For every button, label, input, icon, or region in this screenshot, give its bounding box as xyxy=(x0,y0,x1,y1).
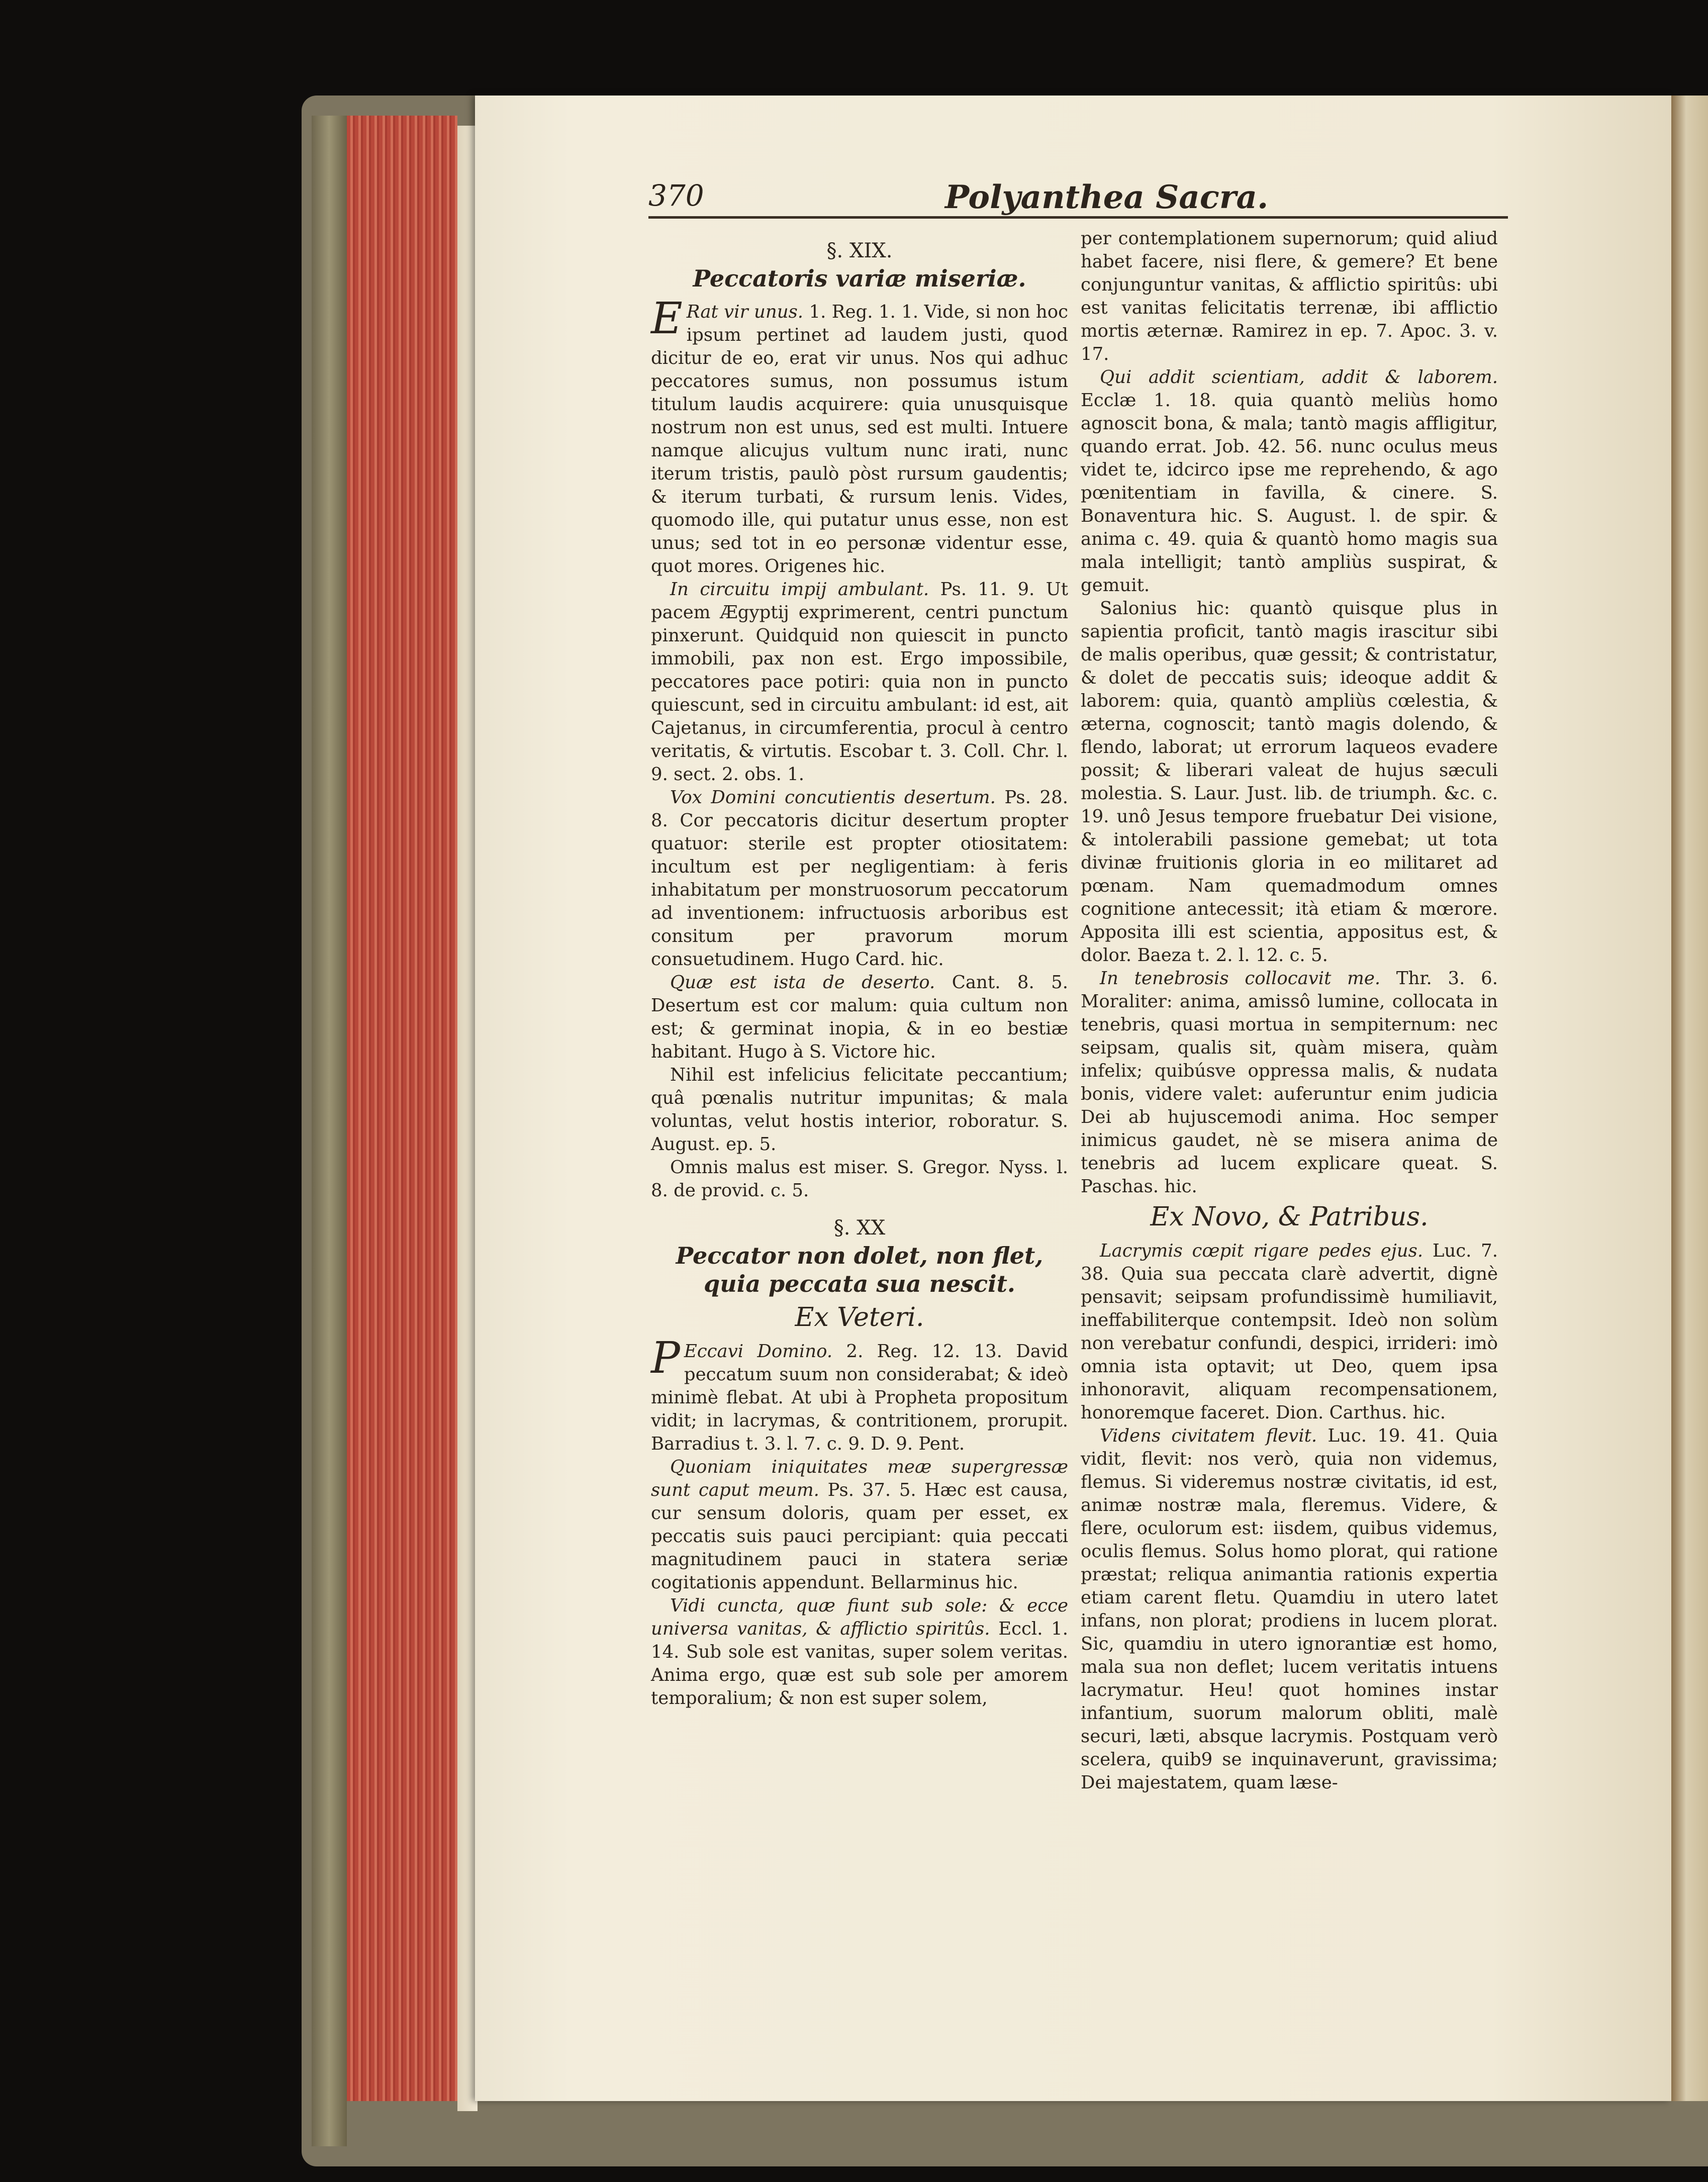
section-title: Peccator non dolet, non flet, quia peccata sua nescit. xyxy=(676,1242,1043,1297)
lemma: In circuitu impij ambulant. xyxy=(670,579,929,600)
subsection-title: Ex Novo, & Patribus. xyxy=(1150,1202,1429,1232)
paragraph xyxy=(651,578,1068,786)
lemma: Videns civitatem flevit. xyxy=(1100,1426,1317,1446)
paragraph xyxy=(1081,967,1498,1198)
paragraph xyxy=(1081,1240,1498,1425)
left-column xyxy=(651,236,1068,1710)
paragraph xyxy=(651,1456,1068,1594)
section-number: §. XIX. xyxy=(826,239,893,262)
paragraph: per contemplationem supernorum; quid aliud habet facere, nisi flere, & gemere? Et bene conjunguntur vanitas, & afflictio spiritûs: ubi est vanitas felicitatis terrenæ, ibi afflictio mortis æternæ. Ramirez in ep. 7. Apoc. 3. v. 17. xyxy=(1081,228,1498,364)
paragraph: Salonius hic: quantò quisque plus in sapientia proficit, tantò magis irascitur sibi de malis operibus, quæ gessit; & contristatur, & dolet de peccatis suis; ideoque addit & laborem: quia, quantò ampliùs cœlestia, & æterna, cognoscit; tantò magis dolendo, & flendo, laborat; ut errorum laqueos evadere possit; & liberari valeat de hujus sæculi molestia. S. Laur. Just. lib. de triumph. &c. c. 19. unô Jesus tempore fruebatur Dei visione, & intolerabili passione gemebat; ut tota divinæ fruitionis gloria in eo militaret ad pœnam. Nam quemadmodum omnes cognitione antecessit; ità etiam & mœrore. Apposita illi est scientia, appositus est, & dolor. Baeza t. 2. l. 12. c. 5. xyxy=(1081,598,1498,966)
paragraph-text: Luc. 19. 41. Quia vidit, flevit: nos verò, quia non videmus, flemus. Si videremus nostræ civitatis, id est, animæ nostræ mala, fleremus. Videre, & flere, oculorum est: iisdem, quibus videmus, oculis flemus. Solus homo plorat, qui ratione præstat; reliqua animantia rationis expertia etiam carent fletu. Quamdiu in utero latet infans, non plorat; prodiens in lucem plorat. Sic, quamdiu in utero ignorantiæ est homo, mala sua non deflet; lucem veritatis intuens lacrymatur. Heu! quot homines instar infantium, suorum malorum obliti, malè securi, læti, absque lacrymis. Postquam verò scelera, quib9 se inquinaverunt, gravissima; Dei majestatem, quam læse- xyxy=(1081,1426,1498,1793)
paragraph xyxy=(651,294,1069,578)
paragraph xyxy=(651,1594,1068,1710)
initial-letter: E xyxy=(651,294,683,344)
right-column xyxy=(1081,227,1498,1794)
red-page-edges xyxy=(347,116,457,2101)
paragraph-text: Ps. 37. 5. Hæc est causa, cur sensum doloris, quam per esset, ex peccatis suis pauci percipiant: quia peccati magnitudinem pauci in statera seriæ cogitationis appendunt. Bellarminus hic. xyxy=(651,1480,1068,1593)
facing-page-edge xyxy=(1671,96,1708,2101)
paragraph xyxy=(1081,1425,1498,1794)
lemma: Quoniam iniquitates meæ supergressæ sunt caput meum. xyxy=(651,1457,1068,1500)
paragraph-text: Luc. 7. 38. Quia sua peccata clarè advertit, dignè pensavit; seipsam profundissimè humiliavit, ineffabiliterque contempsit. Ideò non solùm non verebatur confundi, despici, irrideri: imò omnia ista optavit; ut Deo, quem ipsa inhonoravit, aliquam recompensationem, honoremque faceret. Dion. Carthus. hic. xyxy=(1081,1241,1498,1423)
initial-letter: P xyxy=(651,1333,680,1383)
book-spine xyxy=(312,116,347,2146)
header-rule xyxy=(648,216,1508,219)
paragraph-text: Thr. 3. 6. Moraliter: anima, amissô lumine, collocata in tenebris, quasi mortua in sempiternum: nec seipsam, qualis sit, quàm misera, quàm infelix; quibúsve oppressa malis, & nudata bonis, videre valet: auferuntur enim judicia Dei ab hujuscemodi anima. Hoc semper inimicus gaudet, nè se misera anima de tenebris ad lucem explicare queat. S. Paschas. hic. xyxy=(1081,968,1498,1197)
section-number: §. XX xyxy=(833,1216,886,1240)
paragraph xyxy=(651,786,1068,971)
lemma: Qui addit scientiam, addit & laborem. xyxy=(1100,367,1498,388)
paragraph: Omnis malus est miser. S. Gregor. Nyss. l. 8. de provid. c. 5. xyxy=(651,1157,1068,1201)
paragraph-text: Ecclæ 1. 18. quia quantò meliùs homo agnoscit bona, & mala; tantò magis affligitur, quando errat. Job. 42. 56. nunc oculus meus videt te, idcirco ipse me reprehendo, & ago pœnitentiam in favilla, & cinere. S. Bonaventura hic. S. August. l. de spir. & anima c. 49. quia & quantò homo magis sua mala intelligit; tantò ampliùs suspirat, & gemuit. xyxy=(1081,390,1498,596)
paragraph-text: 2. Reg. 12. 13. David peccatum suum non considerabat; & ideò minimè flebat. At ubi à Propheta propositum vidit; in lacrymas, & contritionem, prorupit. Barradius t. 3. l. 7. c. 9. D. 9. Pent. xyxy=(651,1341,1068,1454)
paragraph xyxy=(1081,366,1498,597)
lemma: Eccavi Domino. xyxy=(684,1341,833,1362)
paragraph-text: Ps. 28. 8. Cor peccatoris dicitur desertum propter quatuor: sterile est propter otiositatem: incultum est per negligentiam: à feris inhabitatum per monstruosorum peccatorum ad inventionem: infructuosis arboribus est consitum per pravorum morum consuetudinem. Hugo Card. hic. xyxy=(651,787,1068,970)
subsection-title: Ex Veteri. xyxy=(795,1302,924,1333)
paragraph xyxy=(651,1333,1068,1456)
paragraph xyxy=(651,971,1068,1064)
paragraph-text: 1. Reg. 1. 1. Vide, si non hoc ipsum pertinet ad laudem justi, quod dicitur de eo, erat vir unus. Nos qui adhuc peccatores sumus, non possumus istum titulum laudis acquirere: quia unusquisque nostrum non est unus, sed est multi. Intuere namque alicujus vultum nunc irati, nunc iterum tristis, paulò pòst rursum gaudentis; & iterum turbati, & rursum lenis. Vides, quomodo ille, qui putatur unus esse, non est unus; sed tot in eo personæ videntur esse, quot mores. Origenes hic. xyxy=(651,302,1069,577)
lemma: Lacrymis cœpit rigare pedes ejus. xyxy=(1100,1241,1424,1261)
lemma: Vidi cuncta, quæ fiunt sub sole: & ecce universa vanitas, & afflictio spiritûs. xyxy=(651,1595,1068,1639)
paragraph-text: Eccl. 1. 14. Sub sole est vanitas, super solem veritas. Anima ergo, quæ est sub sole per amorem temporalium; & non est super solem, xyxy=(651,1619,1068,1709)
page-stack xyxy=(457,126,478,2111)
paragraph-text: Ps. 11. 9. Ut pacem Ægyptij exprimerent, centri punctum pinxerunt. Quidquid non quiescit in puncto immobili, pax non est. Ergo impossibile, peccatores pace potiri: quia non in puncto quiescunt, sed in circuitu ambulant: id est, ait Cajetanus, in circumferentia, procul à centro veritatis, & virtutis. Escobar t. 3. Coll. Chr. l. 9. sect. 2. obs. 1. xyxy=(651,579,1068,785)
section-title: Peccatoris variæ miseriæ. xyxy=(693,265,1026,292)
paragraph-text: Cant. 8. 5. Desertum est cor malum: quia cultum non est; & germinat inopia, & in eo bestiæ habitant. Hugo à S. Victore hic. xyxy=(651,972,1068,1062)
running-title: Polyanthea Sacra. xyxy=(945,178,1269,216)
paragraph: Nihil est infelicius felicitate peccantium; quâ pœnalis nutritur impunitas; & mala voluntas, velut hostis interior, roboratur. S. August. ep. 5. xyxy=(651,1065,1068,1155)
lemma: Rat vir unus. xyxy=(686,302,804,322)
lemma: Vox Domini concutientis desertum. xyxy=(670,787,996,808)
lemma: In tenebrosis collocavit me. xyxy=(1100,968,1381,989)
page-number: 370 xyxy=(648,178,704,213)
lemma: Quæ est ista de deserto. xyxy=(670,972,935,993)
